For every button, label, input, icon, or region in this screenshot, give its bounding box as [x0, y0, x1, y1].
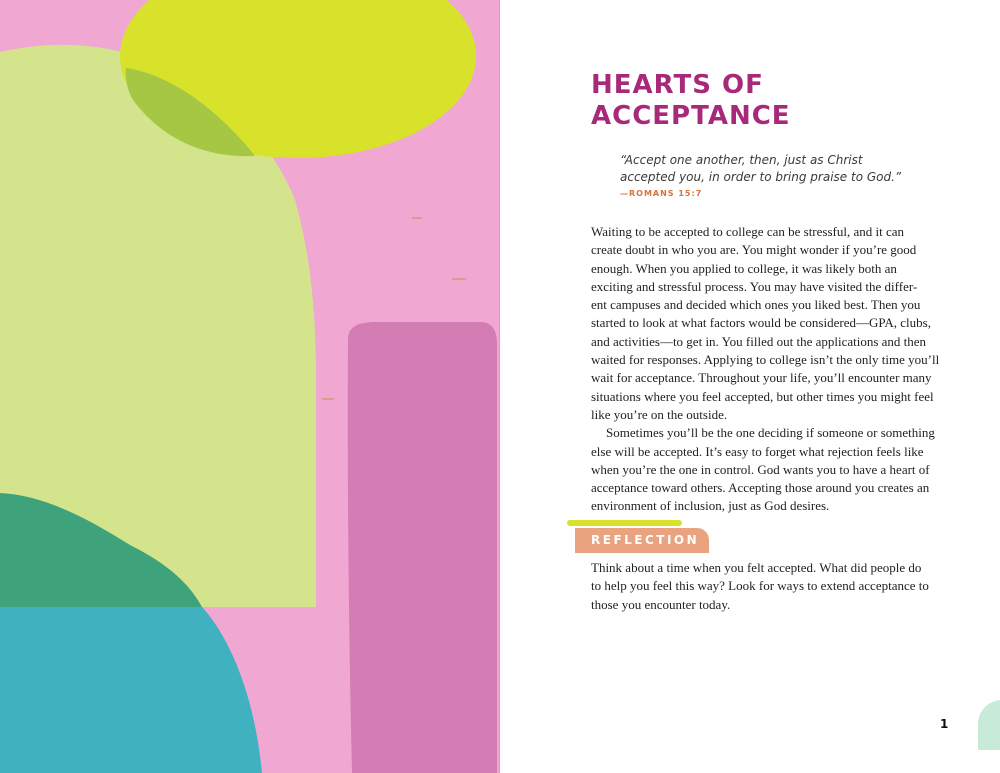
body-line: wait for acceptance. Throughout your life, you’ll encounter many — [591, 370, 932, 386]
reflection-label: REFLECTION — [591, 533, 700, 547]
text-page — [500, 0, 1000, 773]
body-line: when you’re the one in control. God wants you to have a heart of — [591, 461, 930, 477]
corner-tab-decoration — [978, 700, 1000, 750]
body-line: Sometimes you’ll be the one deciding if someone or something — [606, 425, 935, 441]
body-line: situations where you feel accepted, but other times you might feel — [591, 388, 934, 404]
body-line: environment of inclusion, just as God desires. — [591, 498, 830, 514]
body-line: enough. When you applied to college, it was likely both an — [591, 260, 897, 276]
reflection-text — [591, 559, 946, 614]
scripture-reference: —ROMANS 15:7 — [620, 189, 703, 198]
quote-line: “Accept one another, then, just as Christ — [620, 153, 863, 167]
page-title — [591, 70, 791, 132]
quote-text — [620, 152, 920, 186]
body-paragraph-1 — [591, 223, 946, 424]
magenta-bar — [348, 322, 497, 773]
page-number: 1 — [940, 717, 949, 731]
body-line: exciting and stressful process. You may have visited the differ- — [591, 278, 918, 294]
title-line: HEARTS OF — [591, 70, 764, 100]
quote-line: accepted you, in order to bring praise to God.” — [620, 170, 902, 184]
body-line: Waiting to be accepted to college can be stressful, and it can — [591, 224, 904, 239]
body-line: ent campuses and decided which ones you liked best. Then you — [591, 297, 921, 313]
body-text — [591, 223, 946, 516]
reflection-paragraph — [591, 559, 946, 614]
reflection-highlight-bar — [567, 520, 682, 526]
body-line: and activities—to get in. You filled out the applications and then — [591, 333, 927, 349]
body-line: like you’re on the outside. — [591, 406, 728, 422]
reflection-line: those you encounter today. — [591, 596, 731, 612]
body-line: acceptance toward others. Accepting those around you creates an — [591, 480, 930, 496]
reflection-tab — [575, 528, 709, 553]
body-paragraph-2 — [591, 424, 946, 515]
reflection-line: to help you feel this way? Look for ways to extend acceptance to — [591, 578, 929, 594]
scripture-quote — [620, 152, 920, 198]
body-line: else will be accepted. It’s easy to forget what rejection feels like — [591, 443, 924, 459]
body-line: waited for responses. Applying to college isn’t the only time you’ll — [591, 352, 940, 368]
reflection-line: Think about a time when you felt accepted. What did people do — [591, 560, 922, 575]
title-line: ACCEPTANCE — [591, 101, 791, 131]
body-line: create doubt in who you are. You might wonder if you’re good — [591, 242, 917, 258]
body-line: started to look at what factors would be considered—GPA, clubs, — [591, 315, 931, 331]
